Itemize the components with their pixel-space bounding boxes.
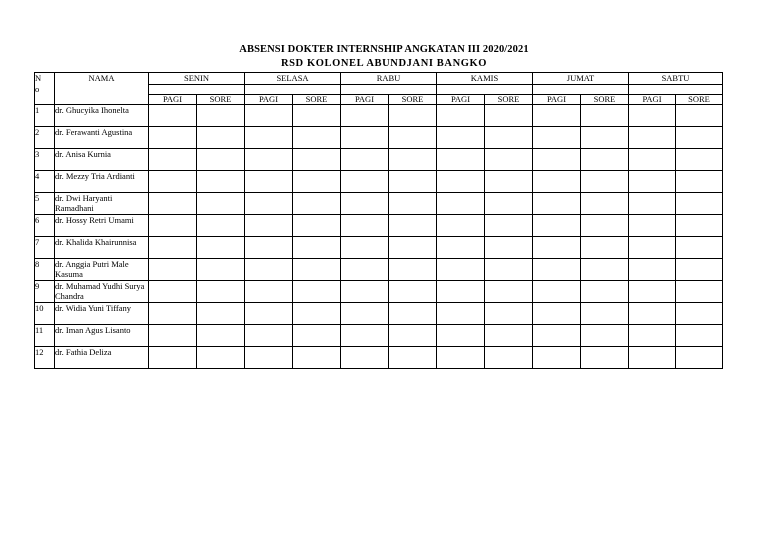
doctor-name: dr. Anisa Kurnia <box>55 149 149 171</box>
attendance-cell[interactable] <box>533 105 581 127</box>
attendance-cell[interactable] <box>485 303 533 325</box>
attendance-cell[interactable] <box>293 303 341 325</box>
attendance-cell[interactable] <box>437 347 485 369</box>
attendance-cell[interactable] <box>293 281 341 303</box>
header-sore: SORE <box>389 95 437 105</box>
attendance-cell[interactable] <box>245 281 293 303</box>
doctor-name: dr. Fathia Deliza <box>55 347 149 369</box>
attendance-cell[interactable] <box>149 171 197 193</box>
attendance-cell[interactable] <box>389 259 437 281</box>
attendance-cell[interactable] <box>437 105 485 127</box>
doctor-name: dr. Dwi Haryanti Ramadhani <box>55 193 149 215</box>
attendance-cell[interactable] <box>197 259 245 281</box>
attendance-cell[interactable] <box>485 193 533 215</box>
attendance-cell[interactable] <box>389 149 437 171</box>
attendance-cell[interactable] <box>149 215 197 237</box>
attendance-cell[interactable] <box>676 149 723 171</box>
document-subtitle: RSD KOLONEL ABUNDJANI BANGKO <box>280 58 488 69</box>
header-pagi: PAGI <box>629 95 676 105</box>
table-row <box>35 237 723 259</box>
attendance-cell[interactable] <box>389 171 437 193</box>
doctor-name: dr. Anggia Putri Male Kasuma <box>55 259 149 281</box>
attendance-cell[interactable] <box>389 281 437 303</box>
doctor-name: dr. Widia Yuni Tiffany <box>55 303 149 325</box>
attendance-cell[interactable] <box>149 281 197 303</box>
attendance-cell[interactable] <box>245 193 293 215</box>
attendance-cell[interactable] <box>485 127 533 149</box>
attendance-cell[interactable] <box>485 105 533 127</box>
row-number: 5 <box>35 193 55 215</box>
attendance-cell[interactable] <box>389 303 437 325</box>
table-row <box>35 281 723 303</box>
attendance-cell[interactable] <box>437 193 485 215</box>
attendance-cell[interactable] <box>341 127 389 149</box>
attendance-cell[interactable] <box>245 347 293 369</box>
attendance-cell[interactable] <box>581 237 629 259</box>
attendance-cell[interactable] <box>197 171 245 193</box>
attendance-cell[interactable] <box>533 215 581 237</box>
attendance-cell[interactable] <box>676 303 723 325</box>
header-no <box>35 73 55 105</box>
attendance-cell[interactable] <box>629 259 676 281</box>
attendance-cell[interactable] <box>149 303 197 325</box>
attendance-cell[interactable] <box>245 105 293 127</box>
header-day-kamis: KAMIS <box>437 73 533 85</box>
row-number: 2 <box>35 127 55 149</box>
doctor-name: dr. Ferawanti Agustina <box>55 127 149 149</box>
table-row <box>35 149 723 171</box>
attendance-cell[interactable] <box>245 237 293 259</box>
attendance-cell[interactable] <box>293 127 341 149</box>
attendance-cell[interactable] <box>149 259 197 281</box>
attendance-cell[interactable] <box>341 325 389 347</box>
attendance-cell[interactable] <box>581 105 629 127</box>
row-number: 6 <box>35 215 55 237</box>
attendance-cell[interactable] <box>629 149 676 171</box>
attendance-cell[interactable] <box>485 281 533 303</box>
attendance-cell[interactable] <box>293 193 341 215</box>
header-day-senin: SENIN <box>149 73 245 85</box>
row-number: 7 <box>35 237 55 259</box>
attendance-cell[interactable] <box>581 193 629 215</box>
table-row <box>35 171 723 193</box>
attendance-table <box>34 72 723 369</box>
attendance-cell[interactable] <box>533 237 581 259</box>
attendance-cell[interactable] <box>245 303 293 325</box>
attendance-cell[interactable] <box>581 303 629 325</box>
doctor-name: dr. Iman Agus Lisanto <box>55 325 149 347</box>
attendance-cell[interactable] <box>581 171 629 193</box>
attendance-cell[interactable] <box>533 281 581 303</box>
header-no-line2: o <box>35 84 40 94</box>
document-title: ABSENSI DOKTER INTERNSHIP ANGKATAN III 2020/2021 <box>239 44 529 55</box>
attendance-cell[interactable] <box>629 347 676 369</box>
attendance-cell[interactable] <box>533 325 581 347</box>
attendance-cell[interactable] <box>197 281 245 303</box>
attendance-cell[interactable] <box>581 215 629 237</box>
attendance-cell[interactable] <box>629 237 676 259</box>
attendance-cell[interactable] <box>533 303 581 325</box>
attendance-cell[interactable] <box>197 347 245 369</box>
attendance-cell[interactable] <box>629 171 676 193</box>
attendance-cell[interactable] <box>293 149 341 171</box>
attendance-cell[interactable] <box>149 325 197 347</box>
attendance-cell[interactable] <box>629 281 676 303</box>
attendance-cell[interactable] <box>389 215 437 237</box>
attendance-cell[interactable] <box>629 215 676 237</box>
row-number: 12 <box>35 347 55 369</box>
header-pagi: PAGI <box>533 95 581 105</box>
attendance-cell[interactable] <box>149 347 197 369</box>
attendance-cell[interactable] <box>149 237 197 259</box>
attendance-cell[interactable] <box>149 105 197 127</box>
doctor-name: dr. Khalida Khairunnisa <box>55 237 149 259</box>
header-pagi: PAGI <box>341 95 389 105</box>
row-number: 10 <box>35 303 55 325</box>
header-no-line1: N <box>35 73 42 83</box>
attendance-cell[interactable] <box>341 149 389 171</box>
attendance-cell[interactable] <box>485 149 533 171</box>
attendance-cell[interactable] <box>245 149 293 171</box>
attendance-cell[interactable] <box>245 259 293 281</box>
header-nama: NAMA <box>55 73 149 105</box>
header-day-selasa: SELASA <box>245 73 341 85</box>
attendance-cell[interactable] <box>533 347 581 369</box>
doctor-name: dr. Hossy Retri Umami <box>55 215 149 237</box>
attendance-cell[interactable] <box>389 127 437 149</box>
attendance-cell[interactable] <box>676 347 723 369</box>
attendance-cell[interactable] <box>533 259 581 281</box>
row-number: 4 <box>35 171 55 193</box>
row-number: 9 <box>35 281 55 303</box>
attendance-cell[interactable] <box>293 237 341 259</box>
attendance-cell[interactable] <box>293 347 341 369</box>
attendance-cell[interactable] <box>629 193 676 215</box>
header-pagi: PAGI <box>437 95 485 105</box>
attendance-cell[interactable] <box>197 193 245 215</box>
header-sore: SORE <box>676 95 723 105</box>
attendance-cell[interactable] <box>437 281 485 303</box>
attendance-cell[interactable] <box>389 105 437 127</box>
attendance-cell[interactable] <box>437 127 485 149</box>
attendance-cell[interactable] <box>485 259 533 281</box>
attendance-cell[interactable] <box>581 281 629 303</box>
attendance-cell[interactable] <box>581 325 629 347</box>
attendance-cell[interactable] <box>245 215 293 237</box>
attendance-cell[interactable] <box>197 149 245 171</box>
attendance-cell[interactable] <box>437 215 485 237</box>
row-number: 11 <box>35 325 55 347</box>
header-day-sabtu: SABTU <box>629 73 723 85</box>
header-sore: SORE <box>485 95 533 105</box>
attendance-cell[interactable] <box>676 237 723 259</box>
attendance-cell[interactable] <box>629 105 676 127</box>
attendance-cell[interactable] <box>581 127 629 149</box>
attendance-cell[interactable] <box>341 171 389 193</box>
header-day-jumat: JUMAT <box>533 73 629 85</box>
attendance-cell[interactable] <box>245 171 293 193</box>
row-number: 3 <box>35 149 55 171</box>
doctor-name: dr. Mezzy Tria Ardianti <box>55 171 149 193</box>
doctor-name: dr. Ghucyika Ihonelta <box>55 105 149 127</box>
attendance-cell[interactable] <box>149 193 197 215</box>
attendance-cell[interactable] <box>293 325 341 347</box>
attendance-cell[interactable] <box>533 171 581 193</box>
attendance-cell[interactable] <box>197 303 245 325</box>
table-row <box>35 127 723 149</box>
attendance-cell[interactable] <box>149 149 197 171</box>
attendance-cell[interactable] <box>341 281 389 303</box>
attendance-cell[interactable] <box>676 193 723 215</box>
attendance-cell[interactable] <box>485 347 533 369</box>
attendance-cell[interactable] <box>676 281 723 303</box>
table-row <box>35 105 723 127</box>
attendance-cell[interactable] <box>676 171 723 193</box>
attendance-cell[interactable] <box>437 303 485 325</box>
table-row <box>35 325 723 347</box>
attendance-cell[interactable] <box>676 127 723 149</box>
table-row <box>35 215 723 237</box>
header-pagi: PAGI <box>245 95 293 105</box>
attendance-cell[interactable] <box>197 127 245 149</box>
attendance-cell[interactable] <box>485 325 533 347</box>
header-sore: SORE <box>293 95 341 105</box>
attendance-cell[interactable] <box>341 303 389 325</box>
attendance-cell[interactable] <box>293 215 341 237</box>
header-sore: SORE <box>581 95 629 105</box>
attendance-cell[interactable] <box>341 193 389 215</box>
attendance-cell[interactable] <box>389 193 437 215</box>
attendance-cell[interactable] <box>629 325 676 347</box>
attendance-cell[interactable] <box>293 259 341 281</box>
attendance-cell[interactable] <box>629 303 676 325</box>
attendance-cell[interactable] <box>533 127 581 149</box>
doctor-name: dr. Muhamad Yudhi Surya Chandra <box>55 281 149 303</box>
attendance-cell[interactable] <box>197 105 245 127</box>
attendance-cell[interactable] <box>581 149 629 171</box>
table-row <box>35 259 723 281</box>
row-number: 8 <box>35 259 55 281</box>
table-row <box>35 347 723 369</box>
attendance-cell[interactable] <box>341 347 389 369</box>
header-pagi: PAGI <box>149 95 197 105</box>
table-row <box>35 303 723 325</box>
attendance-cell[interactable] <box>197 325 245 347</box>
attendance-cell[interactable] <box>437 325 485 347</box>
attendance-cell[interactable] <box>676 105 723 127</box>
attendance-cell[interactable] <box>293 171 341 193</box>
attendance-cell[interactable] <box>533 149 581 171</box>
attendance-cell[interactable] <box>389 347 437 369</box>
attendance-cell[interactable] <box>437 149 485 171</box>
attendance-cell[interactable] <box>293 105 341 127</box>
attendance-cell[interactable] <box>437 237 485 259</box>
header-sore: SORE <box>197 95 245 105</box>
attendance-cell[interactable] <box>389 325 437 347</box>
attendance-cell[interactable] <box>389 237 437 259</box>
attendance-cell[interactable] <box>533 193 581 215</box>
attendance-cell[interactable] <box>676 215 723 237</box>
attendance-cell[interactable] <box>149 127 197 149</box>
attendance-cell[interactable] <box>485 215 533 237</box>
attendance-cell[interactable] <box>437 259 485 281</box>
row-number: 1 <box>35 105 55 127</box>
attendance-cell[interactable] <box>629 127 676 149</box>
attendance-cell[interactable] <box>197 237 245 259</box>
attendance-cell[interactable] <box>341 105 389 127</box>
attendance-cell[interactable] <box>437 171 485 193</box>
attendance-cell[interactable] <box>581 259 629 281</box>
table-row <box>35 193 723 215</box>
attendance-cell[interactable] <box>341 259 389 281</box>
attendance-cell[interactable] <box>245 325 293 347</box>
attendance-cell[interactable] <box>581 347 629 369</box>
attendance-cell[interactable] <box>485 237 533 259</box>
attendance-cell[interactable] <box>485 171 533 193</box>
attendance-cell[interactable] <box>676 325 723 347</box>
header-day-rabu: RABU <box>341 73 437 85</box>
attendance-cell[interactable] <box>245 127 293 149</box>
attendance-cell[interactable] <box>197 215 245 237</box>
attendance-cell[interactable] <box>676 259 723 281</box>
attendance-cell[interactable] <box>341 237 389 259</box>
attendance-cell[interactable] <box>341 215 389 237</box>
